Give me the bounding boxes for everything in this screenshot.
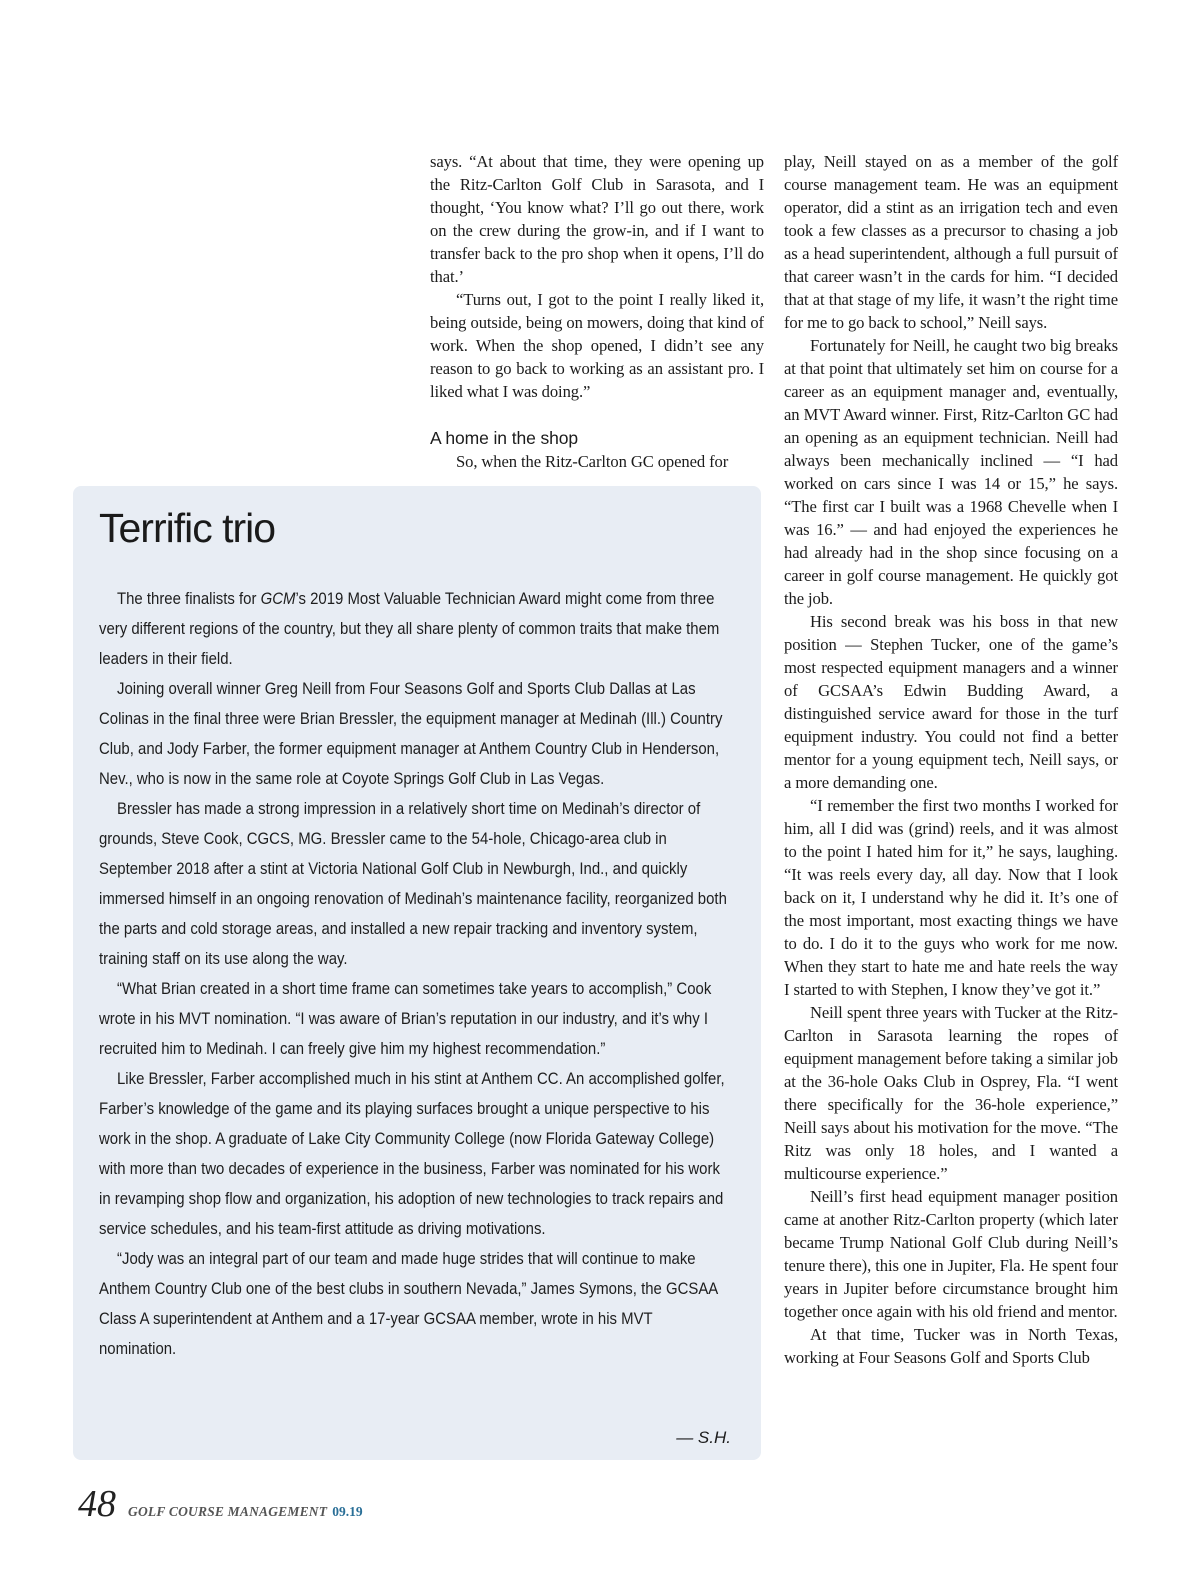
sidebar-paragraph: “What Brian created in a short time frame can sometimes take years to accomplish,” Cook wrote in his MVT nomination. “I was aware of Brian’s reputation in our industry, and it’s why I recruited him to Medinah. I can freely give him my highest recommendation.” xyxy=(99,979,712,1058)
body-paragraph: His second break was his boss in that new position — Stephen Tucker, one of the game’s most respected equipment managers and a winner of GCSAA’s Edwin Budding Award, a distinguished service award for those in the turf equipment industry. You could not find a better mentor for a young equipment tech, Neill says, or a more demanding one. xyxy=(784,612,1118,792)
sidebar-paragraph: “Jody was an integral part of our team and made huge strides that will continue to make Anthem Country Club one of the best clubs in southern Nevada,” James Symons, the GCSAA Class A superintendent at Anthem and a 17-year GCSAA member, wrote in his MVT nomination. xyxy=(99,1249,718,1358)
body-paragraph: At that time, Tucker was in North Texas, working at Four Seasons Golf and Sports Club xyxy=(784,1325,1118,1367)
body-paragraph: Fortunately for Neill, he caught two big breaks at that point that ultimately set him on course for a career as an equipment manager and, eventually, an MVT Award winner. First, Ritz-Carlton GC had an opening as an equipment technician. Neill had always been mechanically inclined — “I had worked on cars since I was 14 or 15,” he says. “The first car I built was a 1968 Chevelle when I was 16.” — and had enjoyed the experiences he had already had in the shop since focusing on a career in golf course management. He quickly got the job. xyxy=(784,336,1118,608)
section-subhead: A home in the shop xyxy=(430,428,579,448)
body-paragraph: Neill spent three years with Tucker at the Ritz-Carlton in Sarasota learning the ropes of equipment management before taking a similar job at the 36-hole Oaks Club in Osprey, Fla. “I went there specifically for the 36-hole experience,” Neill says about his motivation for the move. “The Ritz was only 18 holes, and I wanted a multicourse experience.” xyxy=(784,1003,1118,1183)
sidebar-paragraph: Bressler has made a strong impression in a relatively short time on Medinah’s director of grounds, Steve Cook, CGCS, MG. Bressler came to the 54-hole, Chicago-area club in September 2018 after a stint at Victoria National Golf Club in Newburgh, Ind., and quickly immersed himself in an ongoing renovation of Medinah’s maintenance facility, reorganized both the parts and cold storage areas, and installed a new repair tracking and inventory system, training staff on its use along the way. xyxy=(99,799,727,968)
middle-column xyxy=(430,150,764,473)
sidebar-text: The three finalists for xyxy=(117,589,261,608)
page-number: 48 xyxy=(78,1483,116,1525)
sidebar-paragraph: Like Bressler, Farber accomplished much in his stint at Anthem CC. An accomplished golfer, Farber’s knowledge of the game and its playing surfaces brought a unique perspective to his work in the shop. A graduate of Lake City Community College (now Florida Gateway College) with more than two decades of experience in the business, Farber was nominated for his work in revamping shop flow and organization, his adoption of new technologies to track repairs and service schedules, and his team-first attitude as driving motivations. xyxy=(99,1069,725,1238)
sidebar-signature: — S.H. xyxy=(676,1428,731,1447)
sidebar-paragraph: Joining overall winner Greg Neill from Four Seasons Golf and Sports Club Dallas at Las Colinas in the final three were Brian Bressler, the equipment manager at Medinah (Ill.) Country Club, and Jody Farber, the former equipment manager at Anthem Country Club in Henderson, Nev., who is now in the same role at Coyote Springs Golf Club in Las Vegas. xyxy=(99,679,723,788)
body-paragraph: “Turns out, I got to the point I really liked it, being outside, being on mowers, doing that kind of work. When the shop opened, I didn’t see any reason to go back to working as an assistant pro. I liked what I was doing.” xyxy=(430,290,764,401)
sidebar-body xyxy=(99,584,734,1364)
page-footer xyxy=(78,1482,363,1525)
body-paragraph: “I remember the first two months I worked for him, all I did was (grind) reels, and it was almost to the point I hated him for it,” he says, laughing. “It was reels every day, all day. Now that I look back on it, I understand why he did it. It’s one of the most important, most exacting things we have to do. I do it to the guys who work for me now. When they start to hate me and hate reels the way I started to with Stephen, I know they’ve got it.” xyxy=(784,796,1118,999)
right-column xyxy=(784,150,1118,1369)
body-paragraph: play, Neill stayed on as a member of the golf course management team. He was an equipment operator, did a stint as an irrigation tech and even took a few classes as a precursor to chasing a job as a head superintendent, although a full pursuit of that career wasn’t in the cards for him. “I decided that at that stage of my life, it wasn’t the right time for me to go back to school,” Neill says. xyxy=(784,152,1118,332)
body-paragraph: says. “At about that time, they were opening up the Ritz-Carlton Golf Club in Sarasota, and I thought, ‘You know what? I’ll go out there, work on the crew during the grow-in, and if I want to transfer back to the pro shop when it opens, I’ll do that.’ xyxy=(430,152,764,286)
body-paragraph: Neill’s first head equipment manager position came at another Ritz-Carlton property (which later became Trump National Golf Club during Neill’s tenure there), this one in Jupiter, Fla. He spent four years in Jupiter before circumstance brought him together once again with his old friend and mentor. xyxy=(784,1187,1118,1321)
sidebar-box xyxy=(73,486,761,1460)
issue-date: 09.19 xyxy=(332,1504,363,1519)
magazine-abbrev: GCM xyxy=(260,589,296,608)
magazine-name: GOLF COURSE MANAGEMENT xyxy=(128,1504,328,1519)
sidebar-text: ’s 2019 Most Valuable Technician Award might come from three very different regions of the country, but they all share plenty of common traits that make them leaders in their field. xyxy=(99,589,720,668)
sidebar-paragraph xyxy=(99,584,734,674)
sidebar-title: Terrific trio xyxy=(99,505,276,551)
body-paragraph: So, when the Ritz-Carlton GC opened for xyxy=(456,452,729,471)
